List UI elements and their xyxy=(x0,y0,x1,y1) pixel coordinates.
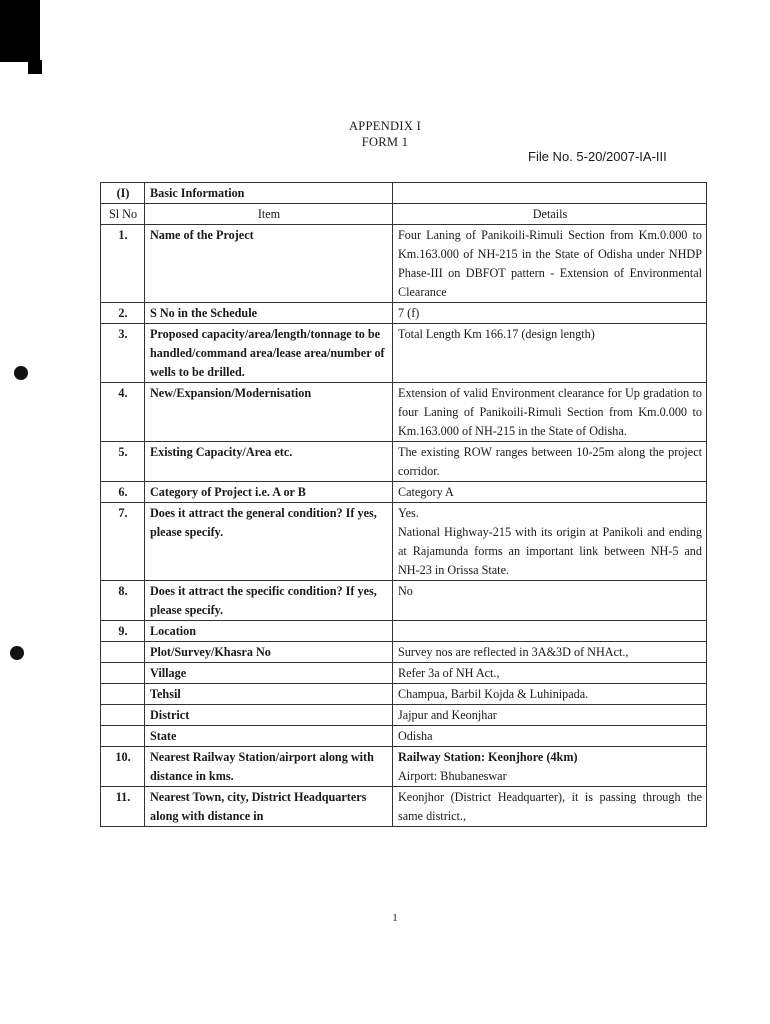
punch-hole xyxy=(10,646,24,660)
scan-artifact xyxy=(28,60,42,74)
column-header-row xyxy=(101,204,707,225)
table-row xyxy=(101,663,707,684)
table-row xyxy=(101,726,707,747)
row-item: Village xyxy=(145,663,393,684)
row-item: State xyxy=(145,726,393,747)
row-details: Keonjhor (District Headquarter), it is passing through the same district., xyxy=(393,787,707,827)
row-item: Does it attract the general condition? If yes, please specify. xyxy=(145,503,393,581)
row-item: Proposed capacity/area/length/tonnage to be handled/command area/lease area/number of wells to be drilled. xyxy=(145,324,393,383)
row-details: Extension of valid Environment clearance for Up gradation to four Laning of Panikoili-Rimuli Section from Km.0.000 to Km.163.000 of NH-215 in the State of Odisha. xyxy=(393,383,707,442)
table-row xyxy=(101,684,707,705)
row-sl: 10. xyxy=(101,747,145,787)
row-item: Existing Capacity/Area etc. xyxy=(145,442,393,482)
row-item: S No in the Schedule xyxy=(145,303,393,324)
table-row xyxy=(101,621,707,642)
table-row xyxy=(101,383,707,442)
row-sl: 5. xyxy=(101,442,145,482)
row-item: Location xyxy=(145,621,393,642)
page-number: 1 xyxy=(392,912,398,924)
row-sl: 9. xyxy=(101,621,145,642)
appendix-label: APPENDIX I xyxy=(348,119,422,133)
row-sl xyxy=(101,642,145,663)
row-item: Plot/Survey/Khasra No xyxy=(145,642,393,663)
details-description: National Highway-215 with its origin at Panikoli and ending at Rajamunda forms an important link between NH-5 and NH-23 in Orissa State. xyxy=(398,525,702,577)
table-row xyxy=(101,225,707,303)
row-sl: 3. xyxy=(101,324,145,383)
row-item: Category of Project i.e. A or B xyxy=(145,482,393,503)
row-item: New/Expansion/Modernisation xyxy=(145,383,393,442)
row-details: No xyxy=(393,581,707,621)
row-details: Refer 3a of NH Act., xyxy=(393,663,707,684)
table-row xyxy=(101,303,707,324)
column-header-item: Item xyxy=(145,204,393,225)
row-sl xyxy=(101,684,145,705)
file-number: File No. 5-20/2007-IA-III xyxy=(528,149,667,164)
row-item: Name of the Project xyxy=(145,225,393,303)
row-sl: 1. xyxy=(101,225,145,303)
table-row xyxy=(101,442,707,482)
row-item: Nearest Town, city, District Headquarters along with distance in xyxy=(145,787,393,827)
row-details xyxy=(393,503,707,581)
row-sl: 4. xyxy=(101,383,145,442)
row-sl: 11. xyxy=(101,787,145,827)
table-row xyxy=(101,482,707,503)
column-header-sl: Sl No xyxy=(101,204,145,225)
table-row xyxy=(101,787,707,827)
row-sl: 2. xyxy=(101,303,145,324)
details-airport: Airport: Bhubaneswar xyxy=(398,769,507,783)
row-details: Survey nos are reflected in 3A&3D of NHAct., xyxy=(393,642,707,663)
row-details: Jajpur and Keonjhar xyxy=(393,705,707,726)
section-title: Basic Information xyxy=(145,183,393,204)
row-details: Category A xyxy=(393,482,707,503)
row-item: Nearest Railway Station/airport along with distance in kms. xyxy=(145,747,393,787)
table-row xyxy=(101,747,707,787)
row-sl: 7. xyxy=(101,503,145,581)
row-details xyxy=(393,747,707,787)
row-item: District xyxy=(145,705,393,726)
row-details: Odisha xyxy=(393,726,707,747)
row-item: Tehsil xyxy=(145,684,393,705)
table-row xyxy=(101,581,707,621)
row-details: Four Laning of Panikoili-Rimuli Section from Km.0.000 to Km.163.000 of NH-215 in the State of Odisha under NHDP Phase-III on DBFOT pattern - Extension of Environmental Clearance xyxy=(393,225,707,303)
row-sl: 8. xyxy=(101,581,145,621)
form-label: FORM 1 xyxy=(361,135,409,149)
row-details: Total Length Km 166.17 (design length) xyxy=(393,324,707,383)
empty-cell xyxy=(393,183,707,204)
row-details: Champua, Barbil Kojda & Luhinipada. xyxy=(393,684,707,705)
section-number: (I) xyxy=(101,183,145,204)
row-sl: 6. xyxy=(101,482,145,503)
section-header-row xyxy=(101,183,707,204)
table-row xyxy=(101,324,707,383)
table-row xyxy=(101,642,707,663)
details-railway: Railway Station: Keonjhore (4km) xyxy=(398,750,578,764)
row-sl xyxy=(101,663,145,684)
details-answer: Yes. xyxy=(398,506,419,520)
appendix-heading xyxy=(0,118,770,150)
row-details: The existing ROW ranges between 10-25m along the project corridor. xyxy=(393,442,707,482)
table-row xyxy=(101,503,707,581)
row-sl xyxy=(101,726,145,747)
table-row xyxy=(101,705,707,726)
row-item: Does it attract the specific condition? If yes, please specify. xyxy=(145,581,393,621)
row-details xyxy=(393,621,707,642)
scan-artifact xyxy=(0,0,40,62)
basic-information-table xyxy=(100,182,707,827)
row-details: 7 (f) xyxy=(393,303,707,324)
row-sl xyxy=(101,705,145,726)
punch-hole xyxy=(14,366,28,380)
column-header-details: Details xyxy=(393,204,707,225)
